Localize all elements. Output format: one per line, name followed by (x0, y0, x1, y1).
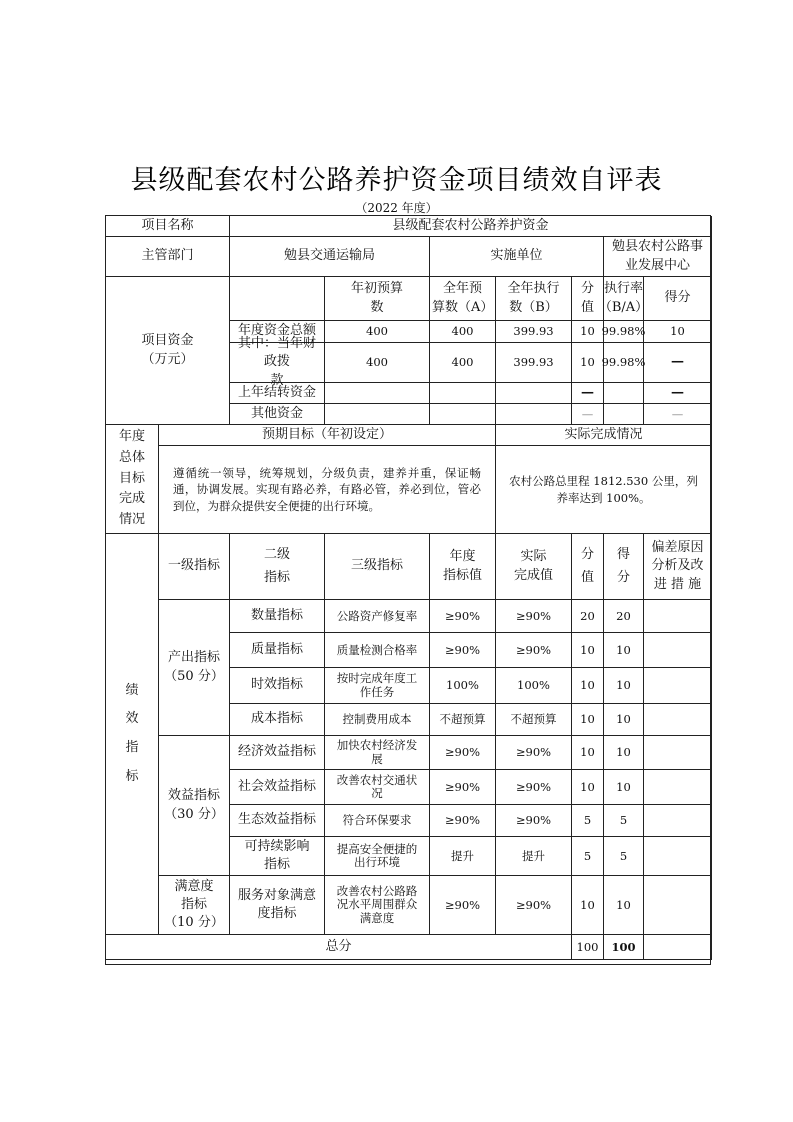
funds-cell: 400 (325, 321, 430, 343)
perf-actual: ≥90% (496, 805, 572, 837)
perf-actual: ≥90% (496, 736, 572, 770)
funds-header: 得分 (644, 277, 712, 321)
perf-got: 10 (604, 668, 644, 704)
perf-header: 一级指标 (159, 534, 230, 600)
perf-label: 绩 效 指 标 (106, 534, 159, 935)
total-got: 100 (604, 935, 644, 960)
perf-l3: 质量检测合格率 (325, 633, 430, 668)
perf-header: 二级 指标 (230, 534, 325, 600)
perf-note (644, 704, 712, 736)
dept-label: 主管部门 (106, 237, 230, 277)
funds-cell: — (644, 383, 712, 404)
perf-note (644, 736, 712, 770)
perf-l2: 质量指标 (230, 633, 325, 668)
funds-row-label: 上年结转资金 (230, 383, 325, 404)
perf-group-label: 产出指标 （50 分） (159, 600, 230, 736)
perf-header: 三级指标 (325, 534, 430, 600)
funds-header: 全年执行 数（B） (496, 277, 572, 321)
funds-cell: — (572, 404, 604, 425)
total-score: 100 (572, 935, 604, 960)
perf-note (644, 600, 712, 633)
funds-cell: — (644, 343, 712, 383)
perf-l2: 服务对象满意 度指标 (230, 876, 325, 935)
perf-note (644, 805, 712, 837)
perf-note (644, 837, 712, 876)
perf-target: ≥90% (430, 600, 496, 633)
year-subtitle: （2022 年度） (355, 201, 438, 215)
funds-cell: 399.93 (496, 321, 572, 343)
perf-got: 5 (604, 805, 644, 837)
funds-header: 分 值 (572, 277, 604, 321)
perf-score: 10 (572, 704, 604, 736)
perf-score: 5 (572, 837, 604, 876)
perf-actual: ≥90% (496, 600, 572, 633)
funds-header: 全年预 算数（A） (430, 277, 496, 321)
perf-l2: 生态效益指标 (230, 805, 325, 837)
funds-header: 年初预算 数 (325, 277, 430, 321)
perf-score: 20 (572, 600, 604, 633)
perf-actual: ≥90% (496, 633, 572, 668)
perf-group-label: 效益指标 （30 分） (159, 736, 230, 876)
perf-l3: 改善农村公路路 况水平周围群众 满意度 (325, 876, 430, 935)
perf-note (644, 770, 712, 805)
perf-target: 提升 (430, 837, 496, 876)
perf-target: 100% (430, 668, 496, 704)
funds-cell: — (572, 383, 604, 404)
perf-got: 10 (604, 876, 644, 935)
funds-cell (604, 404, 644, 425)
perf-got: 10 (604, 633, 644, 668)
perf-l3: 按时完成年度工 作任务 (325, 668, 430, 704)
funds-row-label: 年度资金总额 (230, 321, 325, 343)
funds-cell: 10 (572, 343, 604, 383)
perf-l2: 成本指标 (230, 704, 325, 736)
perf-l2: 数量指标 (230, 600, 325, 633)
funds-cell (496, 383, 572, 404)
perf-header: 偏差原因 分析及改 进 措 施 (644, 534, 712, 600)
perf-header: 分 值 (572, 534, 604, 600)
page-title: 县级配套农村公路养护资金项目绩效自评表 (130, 165, 663, 196)
perf-l2: 经济效益指标 (230, 736, 325, 770)
funds-header: 执行率 （B/A） (604, 277, 644, 321)
perf-got: 10 (604, 770, 644, 805)
perf-target: ≥90% (430, 770, 496, 805)
perf-group-label: 满意度 指标 （10 分） (159, 876, 230, 935)
perf-l3: 加快农村经济发 展 (325, 736, 430, 770)
funds-cell (430, 383, 496, 404)
perf-target: ≥90% (430, 805, 496, 837)
perf-target: ≥90% (430, 736, 496, 770)
funds-cell: 10 (644, 321, 712, 343)
goals-label: 年度 总体 目标 完成 情况 (106, 425, 159, 534)
total-note (644, 935, 712, 960)
perf-target: 不超预算 (430, 704, 496, 736)
perf-l3: 公路资产修复率 (325, 600, 430, 633)
funds-cell: 399.93 (496, 343, 572, 383)
perf-score: 10 (572, 876, 604, 935)
perf-target: ≥90% (430, 633, 496, 668)
perf-header: 实际 完成值 (496, 534, 572, 600)
impl-value: 勉县农村公路事 业发展中心 (604, 237, 712, 277)
total-label: 总分 (106, 935, 572, 960)
funds-cell (325, 404, 430, 425)
perf-l2: 时效指标 (230, 668, 325, 704)
perf-actual: 提升 (496, 837, 572, 876)
perf-actual: ≥90% (496, 876, 572, 935)
perf-target: ≥90% (430, 876, 496, 935)
perf-header: 年度 指标值 (430, 534, 496, 600)
funds-cell (325, 383, 430, 404)
perf-header: 得 分 (604, 534, 644, 600)
perf-actual: ≥90% (496, 770, 572, 805)
self-evaluation-table (105, 215, 711, 965)
funds-row-label: 其他资金 (230, 404, 325, 425)
funds-cell: 400 (430, 343, 496, 383)
perf-got: 5 (604, 837, 644, 876)
perf-l3: 符合环保要求 (325, 805, 430, 837)
perf-got: 10 (604, 704, 644, 736)
perf-score: 10 (572, 770, 604, 805)
funds-cell (604, 383, 644, 404)
funds-cell: 400 (325, 343, 430, 383)
actual-result-header: 实际完成情况 (496, 425, 712, 446)
funds-cell: 99.98% (604, 321, 644, 343)
funds-header-blank (230, 277, 325, 321)
impl-label: 实施单位 (430, 237, 604, 277)
funds-cell: 10 (572, 321, 604, 343)
perf-l3: 改善农村交通状 况 (325, 770, 430, 805)
perf-note (644, 668, 712, 704)
dept-value: 勉县交通运输局 (230, 237, 430, 277)
funds-row-label: 其中：当年财政拨 款 (230, 343, 325, 383)
expected-goal-text: 遵循统一领导，统筹规划，分级负责，建养并重，保证畅通，协调发展。实现有路必养，有路必管，养必到位，管必到位，为群众提供安全便捷的出行环境。 (159, 446, 496, 534)
perf-l3: 控制费用成本 (325, 704, 430, 736)
funds-label: 项目资金 （万元） (106, 277, 230, 425)
perf-l2: 可持续影响 指标 (230, 837, 325, 876)
actual-result-text: 农村公路总里程 1812.530 公里，列养率达到 100%。 (496, 446, 712, 534)
funds-cell: — (644, 404, 712, 425)
funds-cell: 99.98% (604, 343, 644, 383)
perf-got: 20 (604, 600, 644, 633)
funds-cell (430, 404, 496, 425)
perf-score: 10 (572, 668, 604, 704)
perf-actual: 100% (496, 668, 572, 704)
perf-note (644, 876, 712, 935)
perf-score: 10 (572, 633, 604, 668)
funds-cell (496, 404, 572, 425)
perf-actual: 不超预算 (496, 704, 572, 736)
project-name-value: 县级配套农村公路养护资金 (230, 216, 712, 237)
perf-score: 10 (572, 736, 604, 770)
funds-cell: 400 (430, 321, 496, 343)
perf-note (644, 633, 712, 668)
project-name-label: 项目名称 (106, 216, 230, 237)
perf-score: 5 (572, 805, 604, 837)
perf-got: 10 (604, 736, 644, 770)
expected-goal-header: 预期目标（年初设定） (159, 425, 496, 446)
perf-l3: 提高安全便捷的 出行环境 (325, 837, 430, 876)
perf-l2: 社会效益指标 (230, 770, 325, 805)
